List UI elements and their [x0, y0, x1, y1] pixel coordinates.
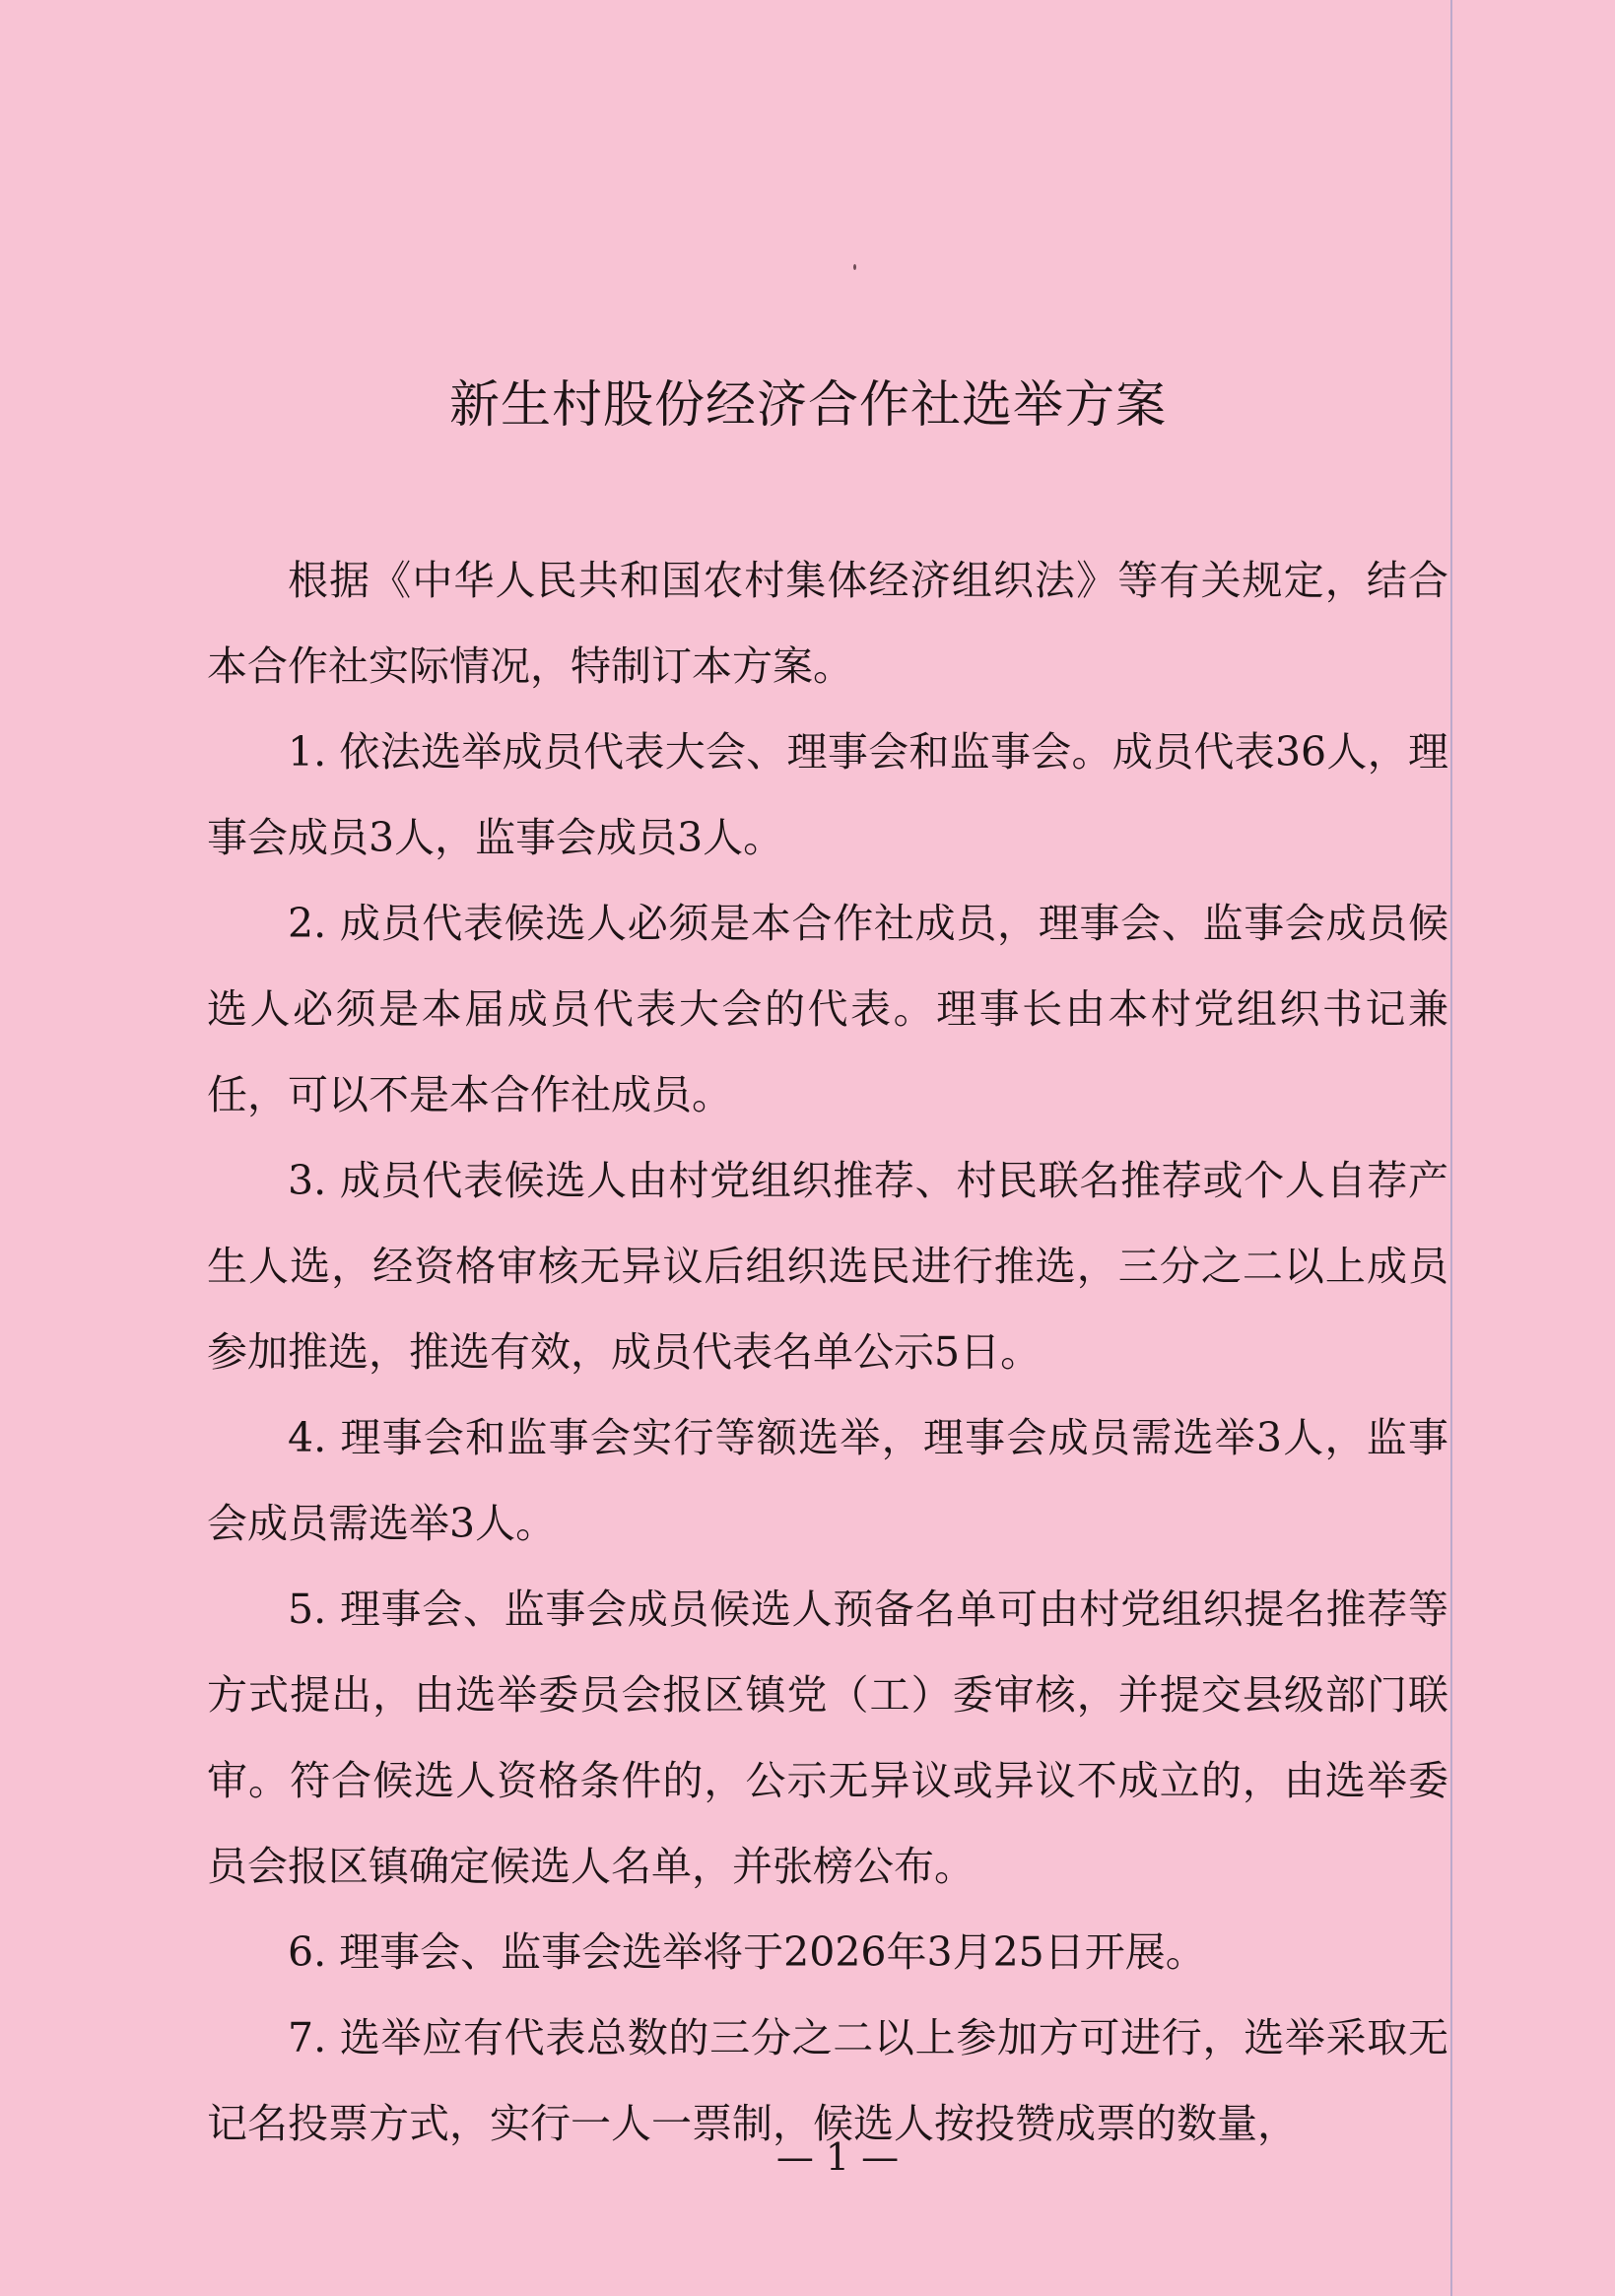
paragraph-item-4: 4. 理事会和监事会实行等额选举，理事会成员需选举3人，监事会成员需选举3人。: [207, 1414, 1448, 1547]
paragraph-item-6: 6. 理事会、监事会选举将于2026年3月25日开展。: [288, 1928, 1206, 1976]
scan-speck: [853, 264, 856, 270]
paragraph-item-2: 2. 成员代表候选人必须是本合作社成员，理事会、监事会成员候选人必须是本届成员代表大会的代表。理事长由本村党组织书记兼任，可以不是本合作社成员。: [207, 900, 1448, 1118]
paragraph-item-1: 1. 依法选举成员代表大会、理事会和监事会。成员代表36人，理事会成员3人，监事会成员3人。: [207, 728, 1448, 861]
page-number: — 1 —: [775, 2135, 900, 2179]
document-title: 新生村股份经济合作社选举方案: [448, 376, 1167, 435]
paragraph-item-5: 5. 理事会、监事会成员候选人预备名单可由村党组织提名推荐等方式提出，由选举委员会报区镇党（工）委审核，并提交县级部门联审。符合候选人资格条件的，公示无异议或异议不成立的，由选举委员会报区镇确定候选人名单，并张榜公布。: [207, 1586, 1448, 1890]
paragraph-item-3: 3. 成员代表候选人由村党组织推荐、村民联名推荐或个人自荐产生人选，经资格审核无异议后组织选民进行推选，三分之二以上成员参加推选，推选有效，成员代表名单公示5日。: [207, 1157, 1448, 1376]
paragraph-intro: 根据《中华人民共和国农村集体经济组织法》等有关规定，结合本合作社实际情况，特制订本方案。: [207, 557, 1448, 690]
page-margin-line: [1450, 0, 1452, 2296]
document-body: [207, 538, 1448, 2167]
paragraph-item-7: 7. 选举应有代表总数的三分之二以上参加方可进行，选举采取无记名投票方式，实行一人一票制，候选人按投赞成票的数量，: [207, 2014, 1448, 2147]
